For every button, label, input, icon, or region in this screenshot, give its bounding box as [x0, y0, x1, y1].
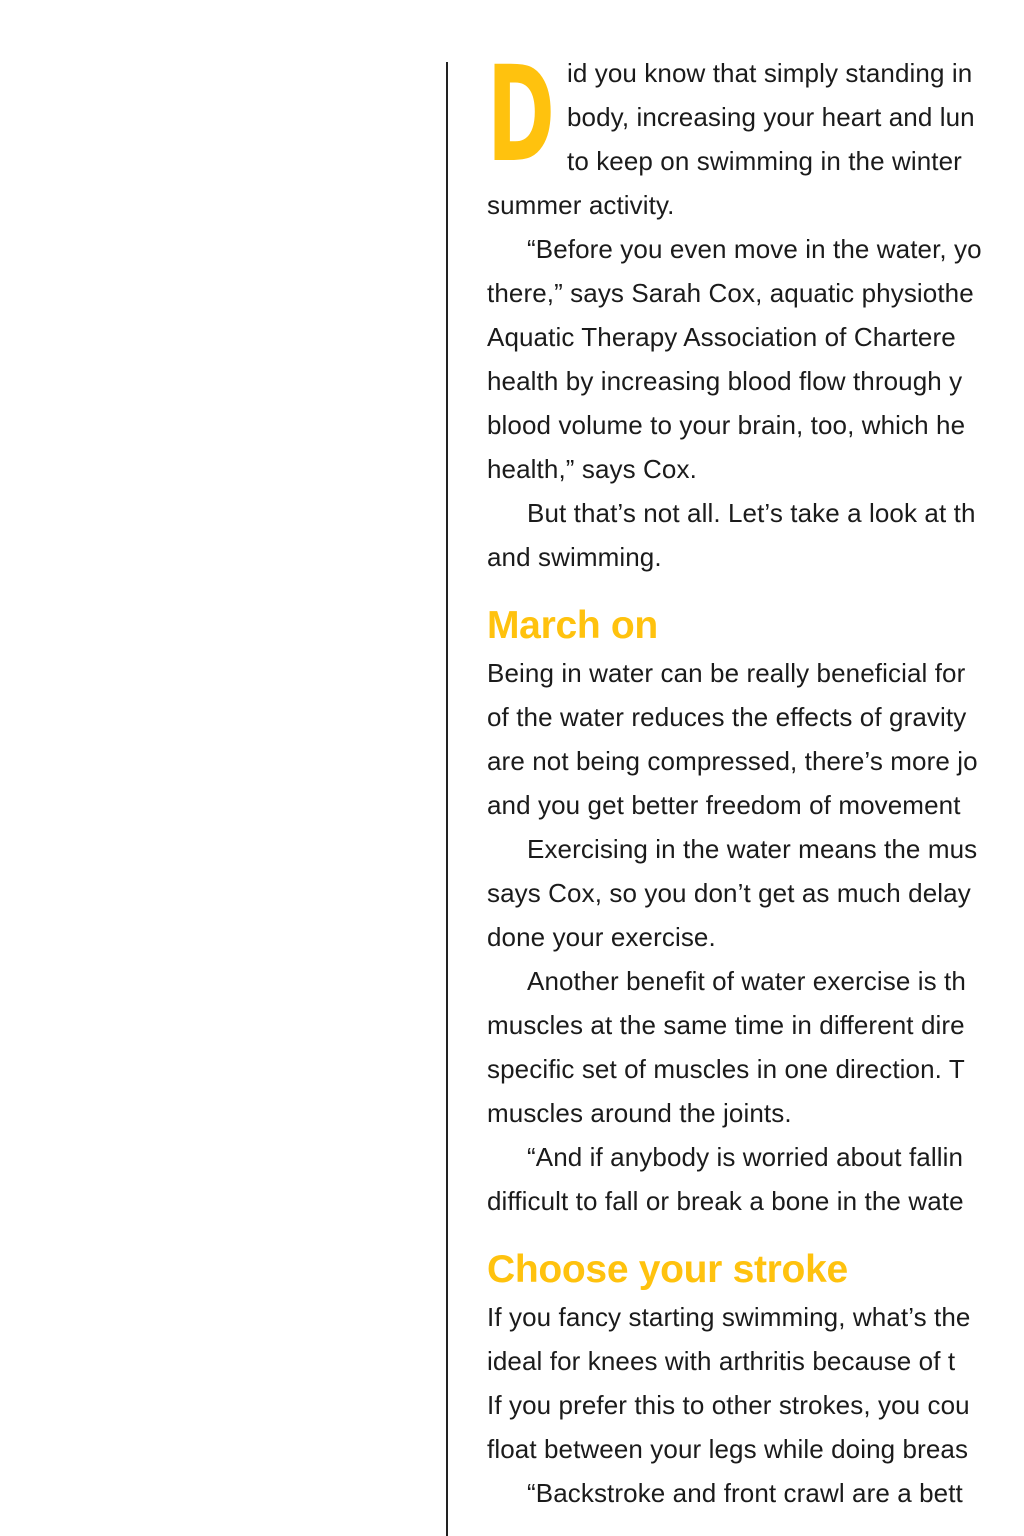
paragraph-intro-end — [487, 491, 1024, 579]
text-line: If you fancy starting swimming, what’s the — [487, 1302, 971, 1332]
text-line: float between your legs while doing breas — [487, 1434, 969, 1464]
text-line: muscles at the same time in different dire — [487, 1010, 965, 1040]
text-line: blood volume to your brain, too, which he — [487, 410, 966, 440]
text-line: specific set of muscles in one direction. T — [487, 1054, 965, 1084]
text-line: difficult to fall or break a bone in the wate — [487, 1186, 964, 1216]
text-line: Another benefit of water exercise is th — [527, 966, 966, 996]
intro-paragraph — [487, 51, 1024, 227]
paragraph-exercising — [487, 827, 1024, 959]
text-line: muscles around the joints. — [487, 1098, 792, 1128]
intro-line: body, increasing your heart and lun — [567, 102, 975, 132]
intro-line: summer activity. — [487, 190, 675, 220]
paragraph-quote-cox — [487, 227, 1024, 491]
text-line: says Cox, so you don’t get as much delay — [487, 878, 971, 908]
text-line: and swimming. — [487, 542, 662, 572]
text-line: of the water reduces the effects of gravity — [487, 702, 967, 732]
paragraph-another-benefit — [487, 959, 1024, 1135]
text-line: But that’s not all. Let’s take a look at th — [527, 498, 976, 528]
text-line: “And if anybody is worried about fallin — [527, 1142, 964, 1172]
text-line: Aquatic Therapy Association of Chartere — [487, 322, 956, 352]
drop-cap: D — [487, 51, 555, 192]
paragraph-falling — [487, 1135, 1024, 1223]
text-line: If you prefer this to other strokes, you cou — [487, 1390, 970, 1420]
section-heading-choose-stroke: Choose your stroke — [487, 1248, 848, 1291]
paragraph-backstroke — [487, 1471, 1024, 1515]
intro-line: to keep on swimming in the winter — [567, 146, 962, 176]
article-body — [487, 51, 1024, 1515]
text-line: there,” says Sarah Cox, aquatic physiothe — [487, 278, 974, 308]
text-line: ideal for knees with arthritis because of t — [487, 1346, 956, 1376]
text-line: health by increasing blood flow through y — [487, 366, 963, 396]
text-line: Exercising in the water means the mus — [527, 834, 978, 864]
paragraph-water-benefits — [487, 651, 1024, 827]
text-line: done your exercise. — [487, 922, 716, 952]
text-line: “Before you even move in the water, yo — [527, 234, 982, 264]
paragraph-starting-swimming — [487, 1295, 1024, 1471]
text-line: Being in water can be really beneficial for — [487, 658, 966, 688]
intro-line: id you know that simply standing in — [567, 58, 973, 88]
column-divider — [446, 62, 448, 1536]
text-line: “Backstroke and front crawl are a bett — [527, 1478, 963, 1508]
section-heading-march-on: March on — [487, 604, 658, 647]
text-line: health,” says Cox. — [487, 454, 697, 484]
text-line: and you get better freedom of movement — [487, 790, 961, 820]
text-line: are not being compressed, there’s more jo — [487, 746, 978, 776]
